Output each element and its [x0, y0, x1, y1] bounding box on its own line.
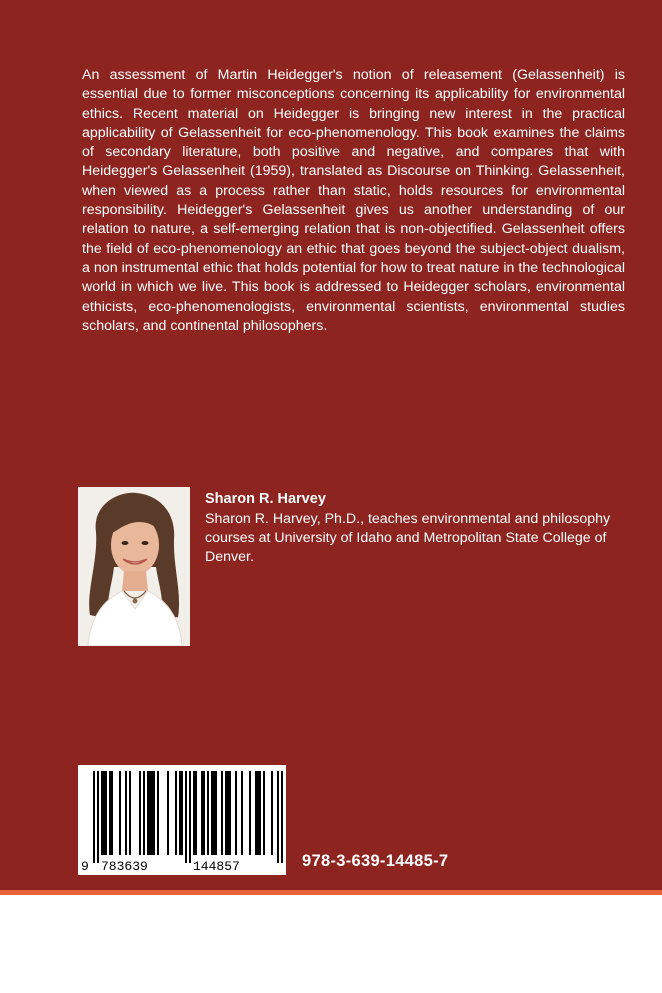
barcode-bar — [227, 771, 229, 855]
barcode-bar — [157, 771, 159, 855]
barcode-bar — [105, 771, 107, 855]
author-photo — [78, 487, 190, 646]
barcode-bar — [257, 771, 259, 855]
barcode-bar — [201, 771, 203, 855]
barcode-bar — [225, 771, 227, 855]
barcode-bar — [189, 771, 191, 863]
barcode-bar — [229, 771, 231, 855]
barcode-bar — [143, 771, 145, 855]
barcode-bar — [101, 771, 103, 855]
barcode-bar — [255, 771, 257, 855]
barcode-bar — [151, 771, 153, 855]
barcode-bar — [181, 771, 183, 855]
barcode-graphic — [78, 765, 286, 875]
barcode-bar — [235, 771, 237, 855]
barcode-bar — [179, 771, 181, 855]
barcode-bar — [221, 771, 223, 855]
barcode-bar — [185, 771, 187, 863]
author-name: Sharon R. Harvey — [205, 491, 326, 507]
bottom-stripe — [0, 890, 662, 895]
barcode-bar — [281, 771, 283, 863]
barcode-digits: 9 — [81, 859, 89, 874]
barcode-bar — [125, 771, 127, 855]
barcode-bar — [259, 771, 261, 855]
barcode-bar — [271, 771, 273, 855]
barcode-bar — [241, 771, 243, 855]
barcode-bar — [103, 771, 105, 855]
barcode-bar — [139, 771, 141, 855]
barcode-bar — [147, 771, 149, 855]
barcode-bar — [211, 771, 213, 855]
barcode-bar — [263, 771, 265, 855]
barcode-bar — [249, 771, 251, 855]
barcode-bar — [175, 771, 177, 855]
barcode-bar — [93, 771, 95, 863]
barcode-bar — [277, 771, 279, 863]
barcode-bar — [109, 771, 111, 855]
barcode-bar — [195, 771, 197, 855]
barcode-bar — [97, 771, 99, 863]
barcode-bar — [215, 771, 217, 855]
barcode-bar — [129, 771, 131, 855]
barcode-digits: 783639 — [101, 859, 148, 874]
barcode-digits: 144857 — [193, 859, 240, 874]
isbn-number: 978-3-639-14485-7 — [302, 852, 449, 870]
barcode-bar — [153, 771, 155, 855]
barcode-bar — [119, 771, 121, 855]
barcode-bar — [193, 771, 195, 855]
book-description: An assessment of Martin Heidegger's notion of releasement (Gelassenheit) is essential due to former misconceptions concerning its applicability for environmental ethics. Recent material on Heidegger is bringing new interest in the practical applicability of Gelassenheit for eco-phenomenology. This book examines the claims of secondary literature, both positive and negative, and compares that with Heidegger's Gelassenheit (1959), translated as Discourse on Thinking. Gelassenheit, when viewed as a process rather than static, holds resources for environmental responsibility. Heidegger's Gelassenheit gives us another understanding of our relation to nature, a self-emerging relation that is non-objectified. Gelassenheit offers the field of eco-phenomenology an ethic that goes beyond the subject-object dualism, a non instrumental ethic that holds potential for how to treat nature in the technological world in which we live. This book is addressed to Heidegger scholars, environmental ethicists, eco-phenomenologists, environmental scientists, environmental studies scholars, and continental philosophers. — [82, 67, 625, 334]
author-bio: Sharon R. Harvey, Ph.D., teaches environmental and philosophy courses at University of Idaho and Metropolitan State College of Denver. — [205, 511, 611, 565]
barcode-bar — [149, 771, 151, 855]
barcode-bar — [207, 771, 209, 855]
barcode-bar — [167, 771, 169, 855]
barcode-bar — [213, 771, 215, 855]
barcode-bar — [111, 771, 113, 855]
barcode — [78, 765, 286, 875]
author-portrait-image — [78, 487, 190, 646]
barcode-bar — [203, 771, 205, 855]
